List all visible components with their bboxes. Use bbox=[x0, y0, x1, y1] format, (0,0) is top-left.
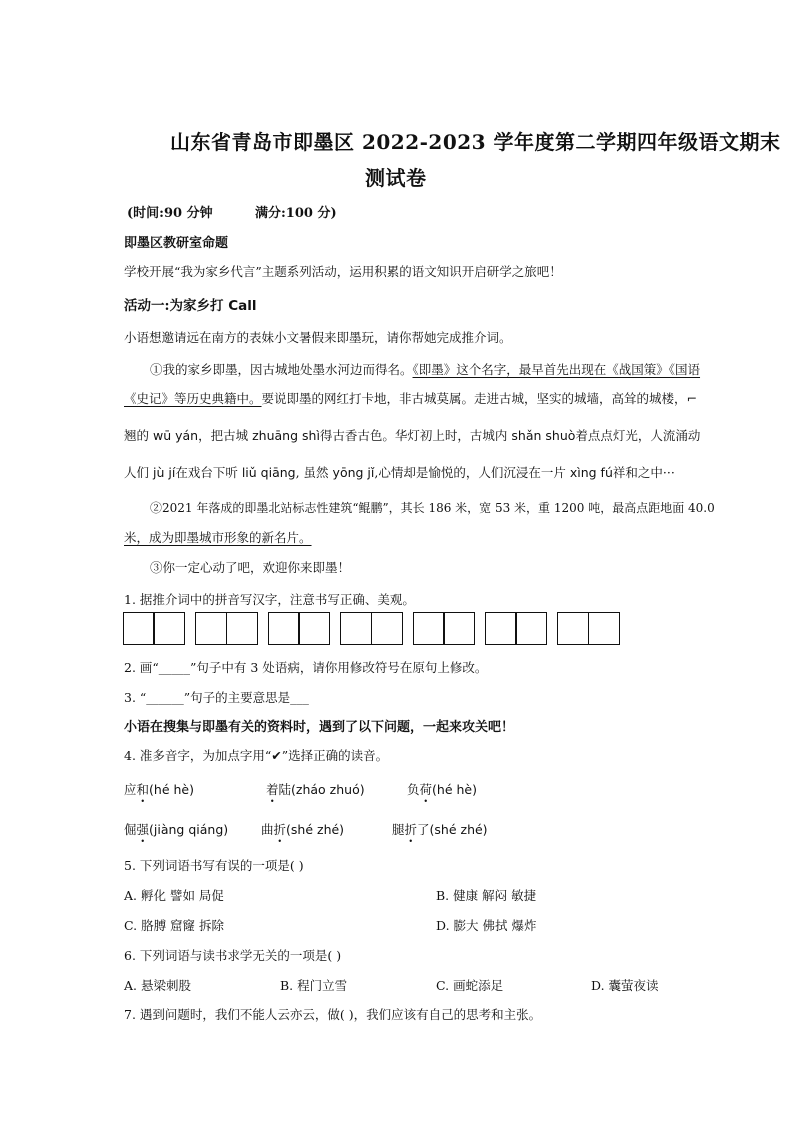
p1-l1-a: ①我的家乡即墨，因古城地处墨水河边而得名。 bbox=[150, 362, 413, 377]
question-7: 7. 遇到问题时，我们不能人云亦云，做( )，我们应该有自己的思考和主张。 bbox=[124, 1007, 542, 1022]
answer-box-1[interactable] bbox=[123, 612, 185, 645]
p1-l4-b: 在戏台下听 bbox=[175, 465, 238, 480]
q6-option-b: B. 程门立雪 bbox=[280, 978, 348, 993]
paragraph3: ③你一定心动了吧，欢迎你来即墨！ bbox=[150, 560, 351, 575]
q6-option-a: A. 悬梁刺股 bbox=[124, 978, 191, 993]
answer-box-7[interactable] bbox=[557, 612, 619, 645]
p1-l3-c: 得古香古色。华灯初上时，古城内 bbox=[319, 428, 508, 443]
q4-item-jiang: 倔强(jiàng qiáng) bbox=[124, 822, 229, 837]
p1-l4-e: 祥和之中··· bbox=[612, 465, 675, 480]
q5-option-a: A. 孵化 譬如 局促 bbox=[124, 888, 224, 903]
q4-item-she: 腿折了(shé zhé) bbox=[392, 822, 488, 837]
exam-author: 即墨区教研室命题 bbox=[124, 236, 229, 251]
answer-box-4[interactable] bbox=[340, 612, 402, 645]
activity1-lead: 小语想邀请远在南方的表妹小文暑假来即墨玩，请你帮她完成推介词。 bbox=[124, 330, 512, 345]
pinyin-xing-fu: xìng fú bbox=[569, 465, 613, 480]
activity1-heading bbox=[124, 294, 256, 314]
exam-time: (时间:90 分钟 bbox=[127, 206, 213, 221]
answer-box-5[interactable] bbox=[413, 612, 475, 645]
p1-l2-underlined: 《史记》等历史典籍中。 bbox=[124, 391, 262, 406]
question-3: 3. “______”句子的主要意思是___ bbox=[124, 690, 309, 705]
paragraph1-line3 bbox=[124, 426, 700, 444]
question-1: 1. 据推介词中的拼音写汉字，注意书写正确、美观。 bbox=[124, 592, 415, 607]
paragraph1-line1 bbox=[150, 360, 700, 378]
answer-box-6[interactable] bbox=[485, 612, 547, 645]
dotted-char: 强 bbox=[136, 822, 150, 837]
activity1-heading-word: Call bbox=[228, 298, 257, 314]
p1-l4-a: 人们 bbox=[124, 465, 150, 480]
p1-l3-d: 着点点灯光，人流涌动 bbox=[575, 428, 701, 443]
section-heading: 小语在搜集与即墨有关的资料时，遇到了以下问题，一起来攻关吧！ bbox=[124, 720, 515, 735]
pinyin-shan-shuo: shǎn shuò bbox=[511, 428, 576, 443]
question-4: 4. 准多音字，为加点字用“✔”选择正确的读音。 bbox=[124, 748, 389, 763]
q4-item-zhuo: 着陆(zháo zhuó) bbox=[266, 782, 365, 797]
exam-score: 满分:100 分) bbox=[255, 206, 337, 221]
q5-option-b: B. 健康 解闷 敏捷 bbox=[436, 888, 537, 903]
exam-title-line2: 测试卷 bbox=[365, 166, 427, 190]
answer-box-2[interactable] bbox=[195, 612, 257, 645]
p1-l4-d: ,心情却是愉悦的，人们沉浸在一片 bbox=[374, 465, 566, 480]
q4-item-he: 应和(hé hè) bbox=[124, 782, 194, 797]
q5-option-c: C. 胳膊 窟窿 拆除 bbox=[124, 918, 225, 933]
p1-l2-c: ⌐ bbox=[686, 391, 698, 406]
question-6: 6. 下列词语与读书求学无关的一项是( ) bbox=[124, 948, 342, 963]
paragraph1-line4 bbox=[124, 463, 675, 481]
answer-box-row bbox=[123, 612, 630, 645]
exam-title-line1: 山东省青岛市即墨区 2022-2023 学年度第二学期四年级语文期末 bbox=[170, 130, 781, 154]
pinyin-yong-ji: yōng jǐ bbox=[332, 465, 375, 480]
pinyin-liu-qiang: liǔ qiāng bbox=[241, 465, 296, 480]
p1-l3-b: ，把古城 bbox=[198, 428, 249, 443]
paragraph1-line2 bbox=[124, 389, 697, 407]
intro-text: 学校开展“我为家乡代言”主题系列活动，运用积累的语文知识开启研学之旅吧！ bbox=[124, 264, 562, 279]
dotted-char: 和 bbox=[136, 782, 150, 797]
question-2: 2. 画“_____”句子中有 3 处语病，请你用修改符号在原句上修改。 bbox=[124, 660, 488, 675]
dotted-char: 折 bbox=[273, 822, 287, 837]
dotted-char: 着 bbox=[266, 782, 279, 797]
p1-l4-c: , 虽然 bbox=[295, 465, 329, 480]
pinyin-ju-ji: jù jí bbox=[153, 465, 176, 480]
paragraph2-line1: ②2021 年落成的即墨北站标志性建筑“鲲鹏”，其长 186 米，宽 53 米，重 1200 吨，最高点距地面 40.0 bbox=[150, 501, 715, 515]
activity1-heading-text: 活动一:为家乡打 bbox=[124, 298, 229, 314]
question-5: 5. 下列词语书写有误的一项是( ) bbox=[124, 858, 304, 873]
q6-option-c: C. 画蛇添足 bbox=[436, 978, 504, 993]
paragraph2-line2: 米，成为即墨城市形象的新名片。 bbox=[124, 530, 312, 545]
q6-option-d: D. 囊萤夜读 bbox=[591, 978, 659, 993]
pinyin-wu-yan: wū yán bbox=[153, 428, 199, 443]
p1-l1-underlined: 《即墨》这个名字，最早首先出现在《战国策》《国语 bbox=[412, 362, 701, 377]
pinyin-zhuang-shi: zhuāng shì bbox=[252, 428, 320, 443]
dotted-char: 折 bbox=[404, 822, 418, 837]
q5-option-d: D. 膨大 佛拭 爆炸 bbox=[436, 918, 537, 933]
q4-item-he2: 负荷(hé hè) bbox=[407, 782, 477, 797]
p1-l2-b: 要说即墨的网红打卡地，非古城莫属。走进古城，坚实的城墙，高耸的城楼， bbox=[261, 391, 687, 406]
dotted-char: 荷 bbox=[419, 782, 433, 797]
q4-item-zhe: 曲折(shé zhé) bbox=[261, 822, 345, 837]
p1-l3-a: 翘的 bbox=[124, 428, 150, 443]
answer-box-3[interactable] bbox=[268, 612, 330, 645]
